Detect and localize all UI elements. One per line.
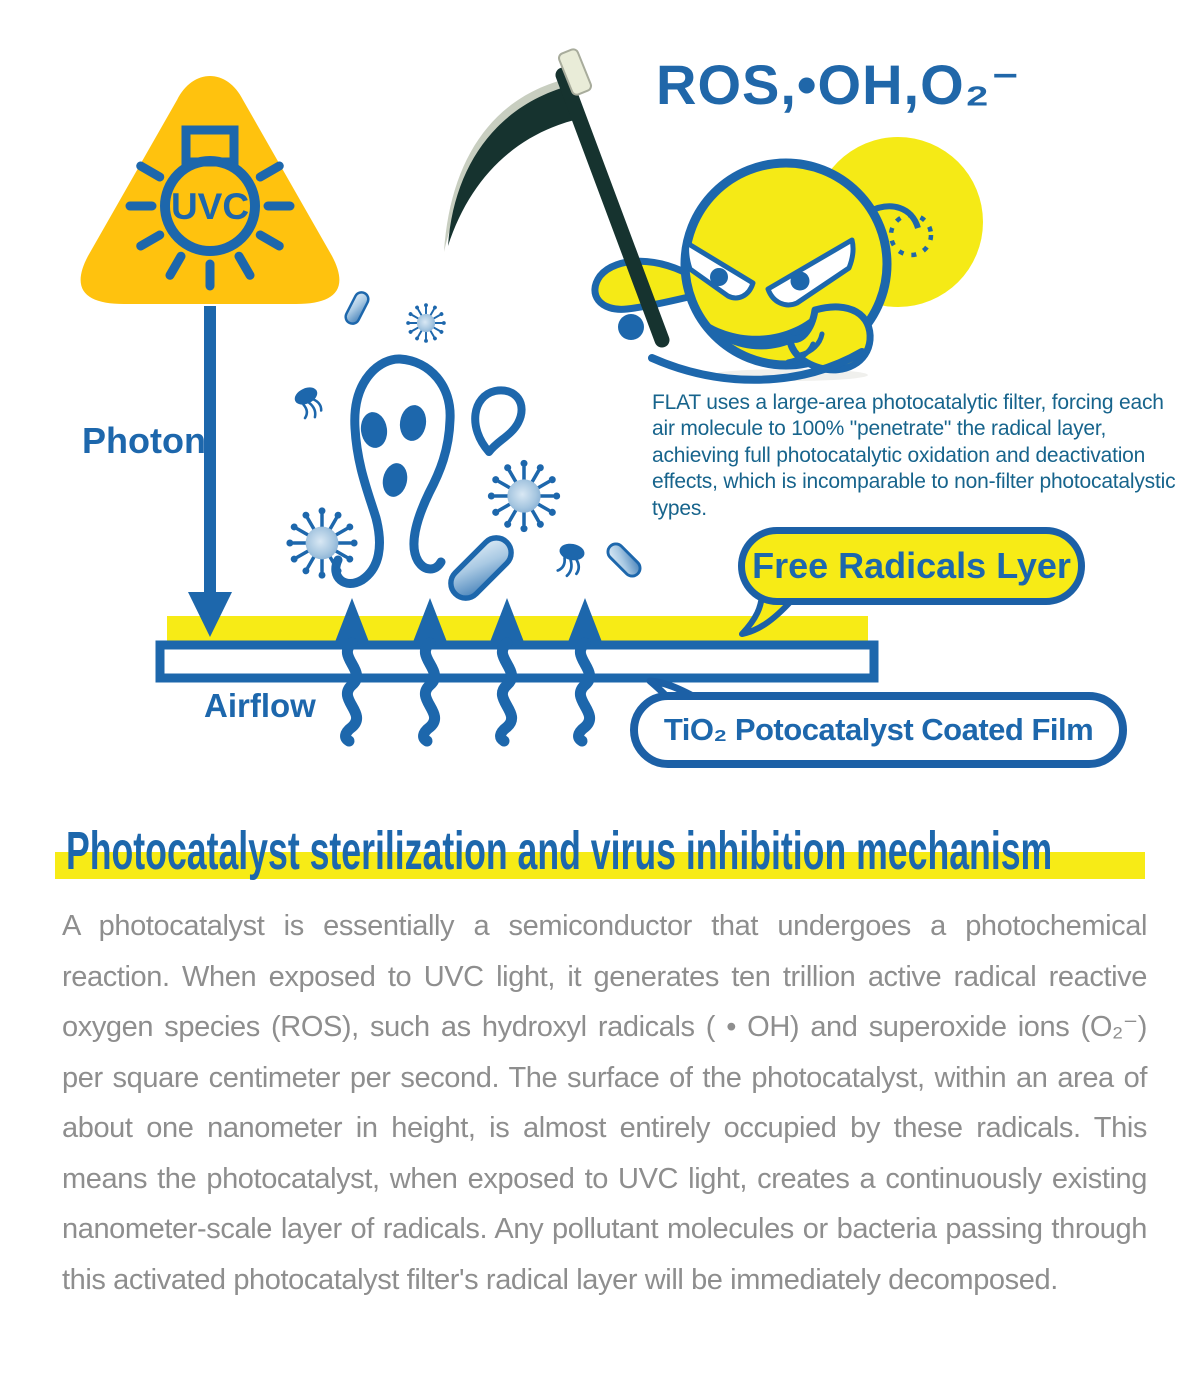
virus-icon	[488, 460, 560, 532]
flat-note: FLAT uses a large-area photocatalytic filter, forcing each air molecule to 100% "penetrate" the radical layer, achieving full photocatalytic oxidation and deactivation effects, which is incomparable to non-filter photocatalystic types.	[652, 391, 1182, 520]
body-paragraph: A photocatalyst is essentially a semiconductor that undergoes a photochemical reaction. When exposed to UVC light, it generates ten trillion active radical reactive oxygen species (ROS), such as hydroxyl radicals ( • OH) and superoxide ions (O₂⁻) per square centimeter per second. The surface of the photocatalyst, within an area of about one nanometer in height, is almost entirely occupied by these radicals. This means the photocatalyst, when exposed to UVC light, creates a continuously existing nanometer-scale layer of radicals. Any pollutant molecules or bacteria passing through this activated photocatalyst filter's radical layer will be immediately decomposed.	[62, 910, 1147, 1296]
ghost-icon	[336, 359, 450, 584]
virus-icon	[286, 507, 357, 578]
fist	[618, 314, 644, 340]
free-radicals-bubble-label: Free Radicals Lyer	[752, 545, 1071, 586]
film-bubble-label: TiO₂ Potocatalyst Coated Film	[663, 712, 1094, 747]
bacteria-flagella-icon	[292, 384, 327, 422]
photon-down-arrow	[188, 306, 232, 637]
free-radicals-bubble	[738, 527, 1085, 605]
bacteria-capsule-icon	[605, 541, 644, 580]
airflow-label: Airflow	[204, 687, 316, 724]
virus-icon	[406, 303, 446, 343]
photon-label: Photon	[82, 420, 206, 461]
film-bubble	[630, 692, 1127, 768]
bacteria-flagella-icon	[555, 542, 585, 578]
bacteria-capsule-icon	[343, 290, 370, 326]
uvc-label: UVC	[170, 186, 250, 227]
section-heading: Photocatalyst sterilization and virus inhibition mechanism	[66, 821, 1053, 881]
bacteria-capsule-icon	[445, 532, 518, 605]
filter-film	[160, 645, 874, 678]
microbe-loop-icon	[475, 390, 521, 452]
ros-title: ROS,•OH,O₂⁻	[656, 53, 1022, 116]
